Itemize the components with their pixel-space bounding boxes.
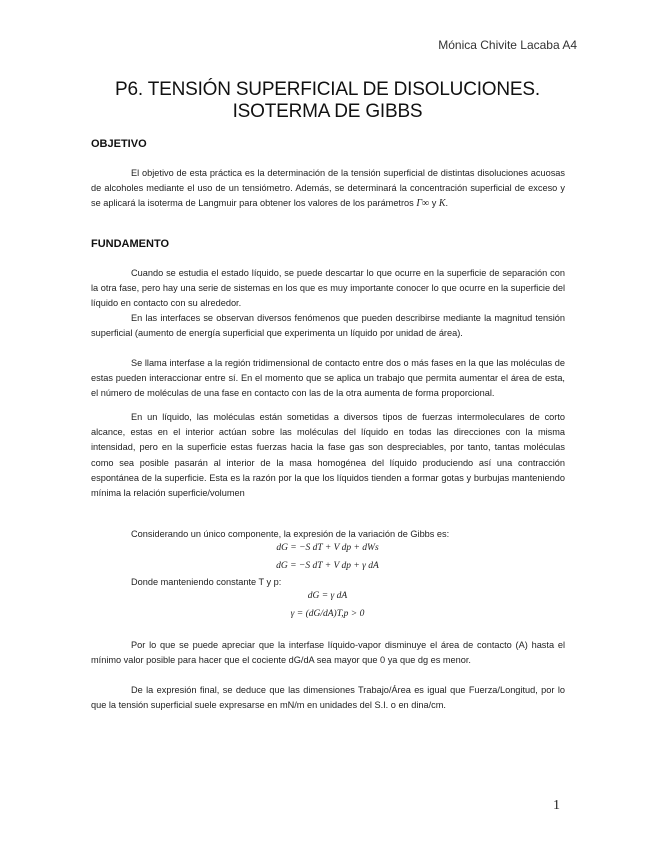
section-heading-fundamento: FUNDAMENTO [91,238,170,250]
header-author: Mónica Chivite Lacaba A4 [438,38,577,52]
objetivo-end: . [445,198,449,209]
objetivo-paragraph [91,166,565,212]
document-title [60,79,595,123]
fundamento-paragraph-6: De la expresión final, se deduce que las dimensiones Trabajo/Área es igual que Fuerza/Longitud, por lo que la tensión superficial suele expresarse en mN/m en unidades del S.I. o en dina/cm. [91,685,565,711]
constant-text: Donde manteniendo constante T y p: [131,577,282,587]
objetivo-and: y [429,198,439,209]
fundamento-paragraph-4: En un líquido, las moléculas están sometidas a diversos tipos de fuerzas intermoleculares de corto alcance, estas en el interior actúan sobre las moléculas del líquido en todas las direcciones con la misma intensidad, pero en la superficie estas fuerzas hacia la fase gas son despreciables, por tanto, tantas moléculas como sea posible pasarán al interior de la masa homogénea del líquido produciendo así una contracción espontánea de la superficie. Esta es la razón por la que los líquidos tienden a formar gotas y burbujas manteniendo mínima la relación superficie/volumen [91,412,565,499]
gibbs-intro: Considerando un único componente, la expresión de la variación de Gibbs es: [131,529,450,539]
fundamento-paragraph-1: Cuando se estudia el estado líquido, se puede descartar lo que ocurre en la superficie de separación con la otra fase, pero hay una serie de sistemas en los que es muy importante conocer lo que ocurre en la superficie del líquido en contacto con su alrededor. [91,268,565,309]
objetivo-text: El objetivo de esta práctica es la determinación de la tensión superficial de distintas disoluciones acuosas de alcoholes mediante el uso de un tensiómetro. Además, se determinará la concentración superficial de exceso y se aplicará la isoterma de Langmuir para obtener los valores de los parámetros [91,168,565,209]
equation-3: dG = γ dA [307,591,348,601]
equation-4: γ = (dG/dA)T,p > 0 [290,609,365,619]
title-line-1: P6. TENSIÓN SUPERFICIAL DE DISOLUCIONES. [115,79,540,100]
fundamento-paragraph-5: Por lo que se puede apreciar que la interfase líquido-vapor disminuye el área de contacto (A) hasta el mínimo valor posible para hacer que el cociente dG/dA sea mayor que 0 ya que dg es menor. [91,640,565,666]
symbol-gamma-infinity: Γ∞ [416,198,430,210]
symbol-k: K [438,198,446,210]
page-number: 1 [553,798,560,813]
title-line-2: ISOTERMA DE GIBBS [232,101,423,122]
fundamento-paragraph-3: Se llama interfase a la región tridimensional de contacto entre dos o más fases en la que las moléculas de estas pueden interaccionar entre sí. En el momento que se aplica un trabajo que permita aumentar el área de esta, el número de moléculas de una fase en contacto con las de la otra aumenta de forma proporcional. [91,358,565,399]
fundamento-paragraph-2: En las interfaces se observan diversos fenómenos que pueden describirse mediante la magnitud tensión superficial (aumento de energía superficial que experimenta un líquido por unidad de área). [91,313,565,339]
equation-1: dG = −S dT + V dp + dWs [276,543,379,553]
equation-2: dG = −S dT + V dp + γ dA [276,561,379,571]
section-heading-objetivo: OBJETIVO [91,138,147,150]
